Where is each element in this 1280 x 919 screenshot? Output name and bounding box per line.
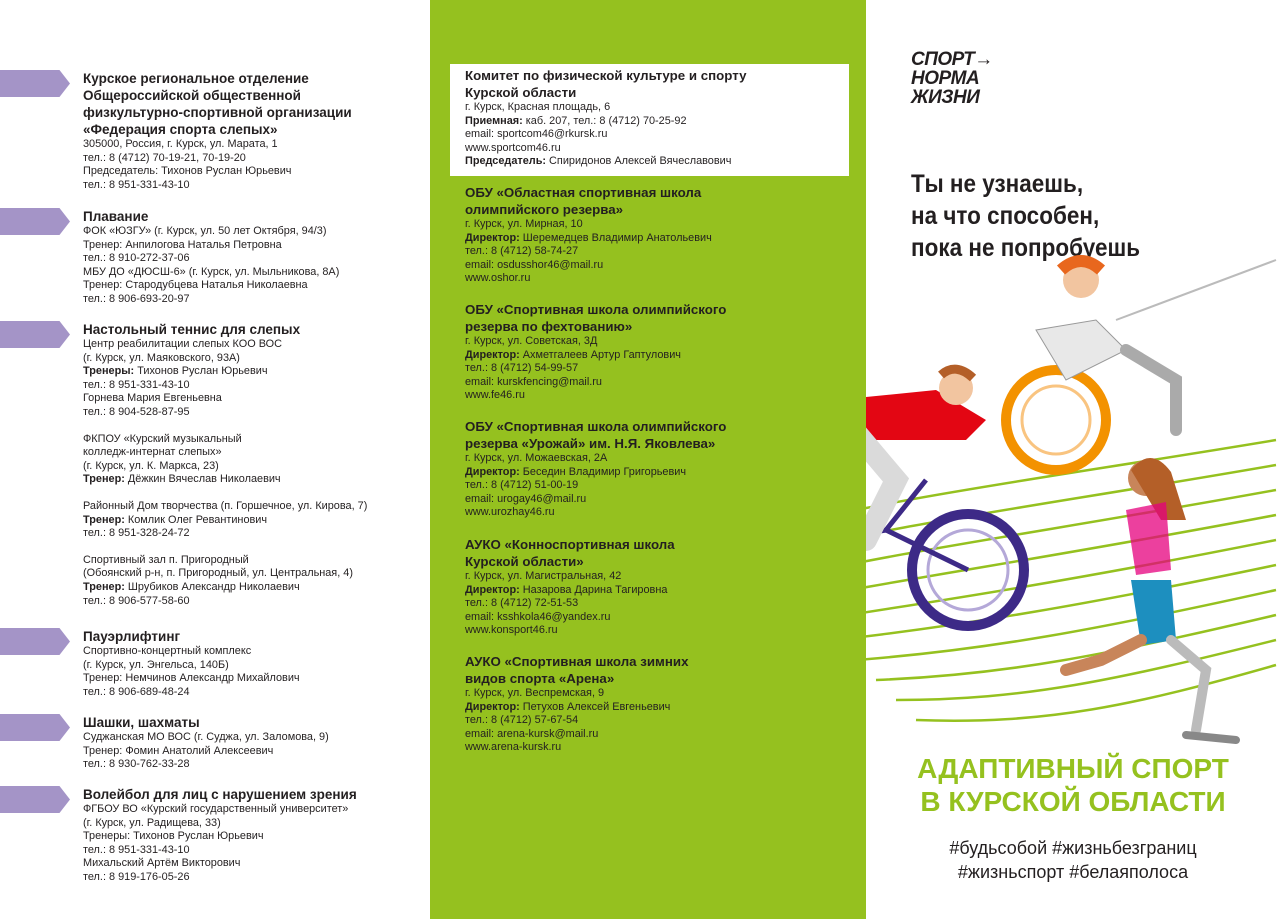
section-heading-line: резерва «Урожай» им. Н.Я. Яковлева» <box>465 435 716 451</box>
address: (г. Курск, ул. К. Маркса, 23) <box>83 459 219 472</box>
section-tab-marker <box>0 786 70 813</box>
section-heading-line: резерва по фехтованию» <box>465 318 633 334</box>
section-heading: Волейбол для лиц с нарушением зрения <box>83 787 357 802</box>
director-label: Директор: <box>465 348 520 361</box>
coach-label: Тренер: <box>83 580 125 593</box>
venue: Центр реабилитации слепых КОО ВОС <box>83 338 282 350</box>
phone: тел.: 8 (4712) 57-67-54 <box>465 714 579 727</box>
venue: Спортивный зал п. Пригородный <box>83 553 249 566</box>
address: (г. Курск, ул. Радищева, 33) <box>83 816 221 829</box>
venue: ФКПОУ «Курский музыкальный <box>83 432 242 445</box>
section-heading: Плавание <box>83 209 149 224</box>
committee-section <box>465 68 855 169</box>
venue: ФГБОУ ВО «Курский государственный университет» <box>83 803 349 815</box>
phone: тел.: 8 (4712) 51-00-19 <box>465 479 579 492</box>
address: (г. Курск, ул. Энгельса, 140Б) <box>83 658 229 671</box>
coach: Тренеры: Тихонов Руслан Юрьевич <box>83 830 264 843</box>
brochure-title <box>866 752 1280 818</box>
section-text <box>83 786 422 885</box>
coach: Горнева Мария Евгеньевна <box>83 392 222 405</box>
venue: МБУ ДО «ДЮСШ-6» (г. Курск, ул. Мыльникова, 8А) <box>83 265 340 278</box>
logo-line: ЖИЗНИ <box>911 87 980 108</box>
coach: Тренер: Шрубиков Александр Николаевич <box>83 580 300 593</box>
section-text <box>83 321 422 608</box>
phone: тел.: 8 951-328-24-72 <box>83 527 190 540</box>
phone: тел.: 8 (4712) 72-51-53 <box>465 597 579 610</box>
phone: тел.: 8 930-762-33-28 <box>83 758 190 771</box>
venue: ФОК «ЮЗГУ» (г. Курск, ул. 50 лет Октября, 94/3) <box>83 225 327 237</box>
address: 305000, Россия, г. Курск, ул. Марата, 1 <box>83 138 278 150</box>
reception-label: Приемная: <box>465 114 523 127</box>
phone: тел.: 8 951-331-43-10 <box>83 378 190 391</box>
hashtag-line: #жизньспорт #белаяполоса <box>957 862 1189 882</box>
coach: Михальский Артём Викторович <box>83 857 241 870</box>
director-label: Директор: <box>465 583 520 596</box>
hashtag-line: #будьсобой #жизньбезграниц <box>949 838 1197 858</box>
coach: Тренер: Дёжкин Вячеслав Николаевич <box>83 473 281 486</box>
chairman-label: Председатель: <box>465 155 547 168</box>
title-line: В КУРСКОЙ ОБЛАСТИ <box>920 786 1226 817</box>
venue: Районный Дом творчества (п. Горшечное, ул. Кирова, 7) <box>83 499 368 512</box>
website: www.oshor.ru <box>465 272 531 285</box>
section-heading-line: видов спорта «Арена» <box>465 670 615 686</box>
section-heading: Шашки, шахматы <box>83 715 200 730</box>
hashtags <box>866 836 1280 884</box>
section-heading-line: ОБУ «Областная спортивная школа <box>465 185 702 200</box>
arena-school-section <box>465 654 855 755</box>
section-heading-line: Общероссийской общественной <box>83 88 301 103</box>
title-line: АДАПТИВНЫЙ СПОРТ <box>917 753 1229 784</box>
coach: Тренер: Анпилогова Наталья Петровна <box>83 238 282 251</box>
section-heading-line: ОБУ «Спортивная школа олимпийского <box>465 419 727 434</box>
logo-line: НОРМА <box>911 68 980 89</box>
olympic-reserve-school-section <box>465 185 855 286</box>
coach-label: Тренер: <box>83 513 125 526</box>
email: email: urogay46@mail.ru <box>465 492 587 505</box>
section-text <box>83 628 422 699</box>
phone: тел.: 8 (4712) 58-74-27 <box>465 245 579 258</box>
section-tab-marker <box>0 70 70 97</box>
section-text <box>83 70 422 192</box>
venue: Суджанская МО ВОС (г. Суджа, ул. Заломова, 9) <box>83 731 329 743</box>
coach-label: Тренер: <box>83 473 125 486</box>
director: Директор: Ахметгалеев Артур Гаптулович <box>465 348 681 361</box>
slogan-line: на что способен, <box>911 202 1100 230</box>
phone: тел.: 8 (4712) 70-19-21, 70-19-20 <box>83 151 246 164</box>
coach: Тренер: Фомин Анатолий Алексеевич <box>83 744 274 757</box>
coach: Тренер: Комлик Олег Ревантинович <box>83 513 268 526</box>
address: г. Курск, ул. Мирная, 10 <box>465 218 583 230</box>
website: www.sportcom46.ru <box>465 141 561 154</box>
section-heading-line: олимпийского резерва» <box>465 201 624 217</box>
address: г. Курск, ул. Можаевская, 2А <box>465 452 608 464</box>
section-heading-line: физкультурно-спортивной организации <box>83 105 352 120</box>
chairman: Председатель: Тихонов Руслан Юрьевич <box>83 165 292 178</box>
director: Директор: Беседин Владимир Григорьевич <box>465 465 687 478</box>
phone: тел.: 8 919-176-05-26 <box>83 870 190 883</box>
phone: тел.: 8 951-331-43-10 <box>83 843 190 856</box>
urozhay-school-section <box>465 419 855 520</box>
phone: тел.: 8 904-528-87-95 <box>83 405 190 418</box>
address: г. Курск, ул. Веспремская, 9 <box>465 687 605 699</box>
chairman: Председатель: Спиридонов Алексей Вячеславович <box>465 155 732 168</box>
section-heading-line: АУКО «Спортивная школа зимних <box>465 654 689 669</box>
email: email: arena-kursk@mail.ru <box>465 727 599 740</box>
address: г. Курск, Красная площадь, 6 <box>465 101 611 113</box>
director: Директор: Петухов Алексей Евгеньевич <box>465 700 671 713</box>
slogan-line: Ты не узнаешь, <box>911 170 1084 198</box>
phone: тел.: 8 (4712) 54-99-57 <box>465 362 579 375</box>
section-heading-line: Курское региональное отделение <box>83 71 309 86</box>
cyclist-figure <box>866 369 1024 626</box>
sport-norm-logo <box>911 50 993 107</box>
venue: Спортивно-концертный комплекс <box>83 645 252 657</box>
coach-label: Тренеры: <box>83 365 135 378</box>
website: www.urozhay46.ru <box>465 506 555 519</box>
email: email: ksshkola46@yandex.ru <box>465 610 611 623</box>
section-heading: Настольный теннис для слепых <box>83 322 301 337</box>
section-heading-line: Курской области <box>465 84 577 100</box>
director-label: Директор: <box>465 465 520 478</box>
section-text <box>83 714 422 772</box>
website: www.fe46.ru <box>465 389 525 402</box>
address: (г. Курск, ул. Маяковского, 93А) <box>83 351 240 364</box>
phone: тел.: 8 906-689-48-24 <box>83 685 190 698</box>
section-heading-line: ОБУ «Спортивная школа олимпийского <box>465 302 727 317</box>
section-tab-marker <box>0 208 70 235</box>
phone: тел.: 8 906-693-20-97 <box>83 292 190 305</box>
address: г. Курск, ул. Магистральная, 42 <box>465 570 622 582</box>
logo-line: СПОРТ→ <box>911 49 993 70</box>
athletes-illustration <box>866 240 1280 760</box>
director-label: Директор: <box>465 231 520 244</box>
venue: колледж-интернат слепых» <box>83 446 222 459</box>
equestrian-school-section <box>465 537 855 638</box>
reception: Приемная: каб. 207, тел.: 8 (4712) 70-25-92 <box>465 114 687 127</box>
section-heading-line: Комитет по физической культуре и спорту <box>465 68 747 83</box>
coach: Тренеры: Тихонов Руслан Юрьевич <box>83 365 268 378</box>
email: email: sportcom46@rkursk.ru <box>465 128 608 141</box>
section-heading-line: Курской области» <box>465 553 584 569</box>
email: email: kurskfencing@mail.ru <box>465 375 602 388</box>
coach: Тренер: Немчинов Александр Михайлович <box>83 672 300 685</box>
section-tab-marker <box>0 714 70 741</box>
section-tab-marker <box>0 321 70 348</box>
section-text <box>83 208 422 307</box>
phone: тел.: 8 951-331-43-10 <box>83 178 190 191</box>
website: www.arena-kursk.ru <box>465 741 562 754</box>
email: email: osdusshor46@mail.ru <box>465 258 604 271</box>
phone: тел.: 8 910-272-37-06 <box>83 252 190 265</box>
address: (Обоянский р-н, п. Пригородный, ул. Центральная, 4) <box>83 567 353 580</box>
section-heading-line: АУКО «Конноспортивная школа <box>465 537 675 552</box>
address: г. Курск, ул. Советская, 3Д <box>465 335 598 347</box>
director: Директор: Назарова Дарина Тагировна <box>465 583 668 596</box>
section-heading-line: «Федерация спорта слепых» <box>83 122 278 137</box>
middle-column <box>430 0 866 919</box>
phone: тел.: 8 906-577-58-60 <box>83 594 190 607</box>
wheelchair-fencer-figure <box>1006 260 1276 470</box>
coach: Тренер: Стародубцева Наталья Николаевна <box>83 279 308 292</box>
fencing-school-section <box>465 302 855 403</box>
slogan-line: пока не попробуешь <box>911 234 1141 262</box>
right-column <box>866 0 1280 919</box>
website: www.konsport46.ru <box>465 624 558 637</box>
director: Директор: Шеремедцев Владимир Анатольевич <box>465 231 712 244</box>
left-column <box>0 0 430 919</box>
director-label: Директор: <box>465 700 520 713</box>
section-tab-marker <box>0 628 70 655</box>
section-heading: Пауэрлифтинг <box>83 629 181 644</box>
